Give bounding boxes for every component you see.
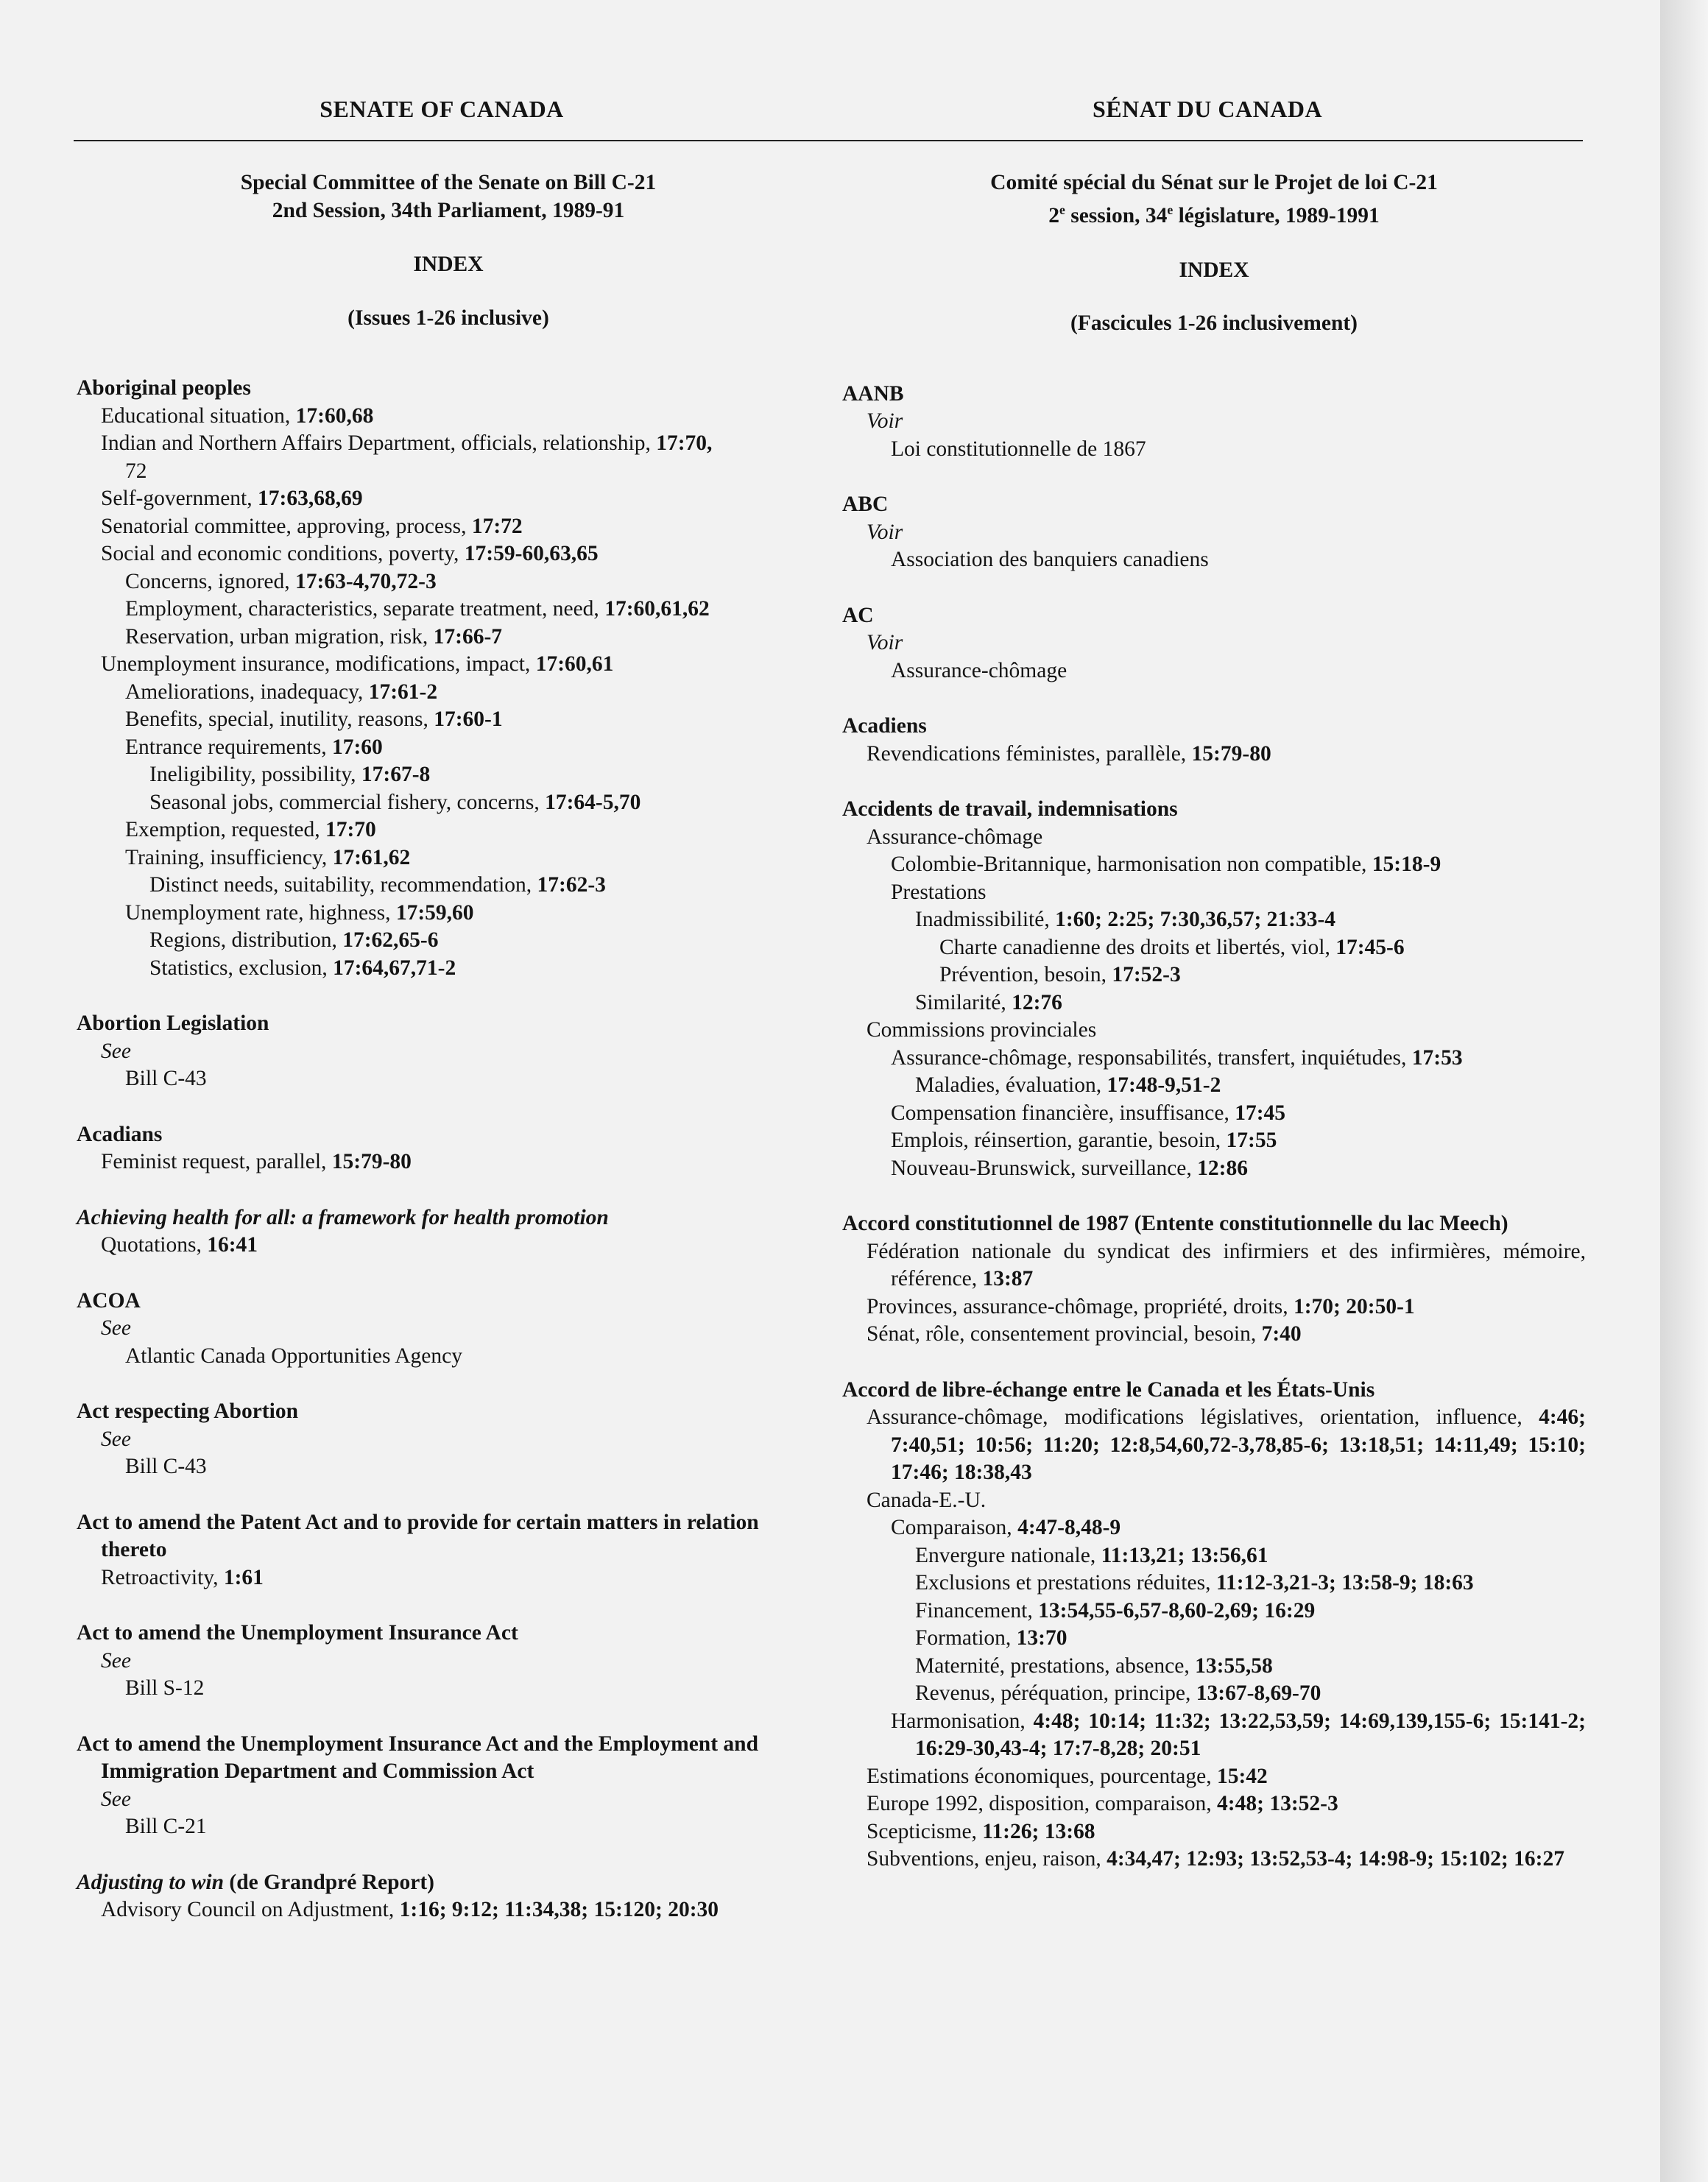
subentry [867, 1790, 1586, 1818]
subentry [867, 1763, 1586, 1791]
subentry [915, 1680, 1586, 1708]
subentry-text: Training, insufficiency, [125, 845, 333, 869]
subentry [101, 651, 820, 679]
subentry [867, 1404, 1586, 1487]
page-reference: 15:79-80 [1191, 741, 1271, 766]
title-line-1-fr: Comité spécial du Sénat sur le Projet de loi C-21 [990, 171, 1438, 194]
see-target: Bill C-43 [125, 1067, 207, 1090]
index-entry [842, 602, 1586, 685]
entry-heading [77, 1509, 820, 1564]
committee-title-fr [842, 169, 1586, 230]
see-reference: See [101, 1648, 131, 1673]
subentry-text: Quotations, [101, 1233, 208, 1257]
subentry-text: Revenus, péréquation, principe, [915, 1681, 1196, 1706]
page-reference: 11:12-3,21-3; 13:58-9; 18:63 [1215, 1571, 1474, 1595]
entry-heading [77, 1731, 820, 1786]
page-reference: 17:61,62 [332, 845, 411, 869]
page-reference: 4:47-8,48-9 [1017, 1516, 1121, 1540]
page-reference: 15:42 [1216, 1764, 1268, 1788]
subentry [867, 824, 1586, 852]
entry-heading [842, 491, 1586, 519]
subentry-text: Envergure nationale, [915, 1543, 1101, 1567]
subentry [915, 989, 1586, 1017]
subentry-text: Harmonisation, [891, 1709, 1034, 1733]
see-reference: See [101, 1787, 131, 1811]
see-reference: Voir [867, 631, 903, 655]
page-reference: 17:64,67,71-2 [333, 956, 456, 980]
entry-heading [842, 1210, 1586, 1238]
subentry-text: Unemployment insurance, modifications, impact, [101, 652, 536, 676]
index-entry [77, 375, 820, 982]
entry-heading-text: ABC [842, 492, 889, 517]
subentry-text: Concerns, ignored, [125, 569, 296, 593]
see-reference: Voir [867, 520, 903, 544]
english-column [77, 169, 820, 1952]
page-reference: 17:60,61 [535, 652, 614, 676]
subentry [939, 961, 1586, 989]
entry-heading [77, 1288, 820, 1316]
entry-heading-text: Act respecting Abortion [77, 1399, 298, 1423]
entry-heading-text: Accidents de travail, indemnisations [842, 797, 1178, 822]
index-entry [77, 1620, 820, 1703]
subentry-text: Assurance-chômage [867, 825, 1043, 849]
page-reference: 17:60-1 [434, 707, 503, 731]
index-entry [77, 1509, 820, 1592]
index-entry [842, 1210, 1586, 1349]
page-reference: 1:16; 9:12; 11:34,38; 15:120; 20:30 [399, 1898, 719, 1921]
entry-heading-text: AC [842, 603, 874, 627]
entry-heading [842, 796, 1586, 824]
subentry [939, 934, 1586, 962]
page-reference: 17:67-8 [361, 763, 431, 786]
subentry [867, 1238, 1586, 1293]
entry-heading [842, 713, 1586, 741]
entry-heading-text: Accord de libre-échange entre le Canada et les États-Unis [842, 1377, 1375, 1402]
index-entry [842, 713, 1586, 768]
page-reference: 16:41 [207, 1233, 258, 1257]
entry-heading-text: Abortion Legislation [77, 1011, 269, 1035]
subentry [125, 734, 820, 762]
french-column [842, 169, 1586, 1902]
subentry [867, 1321, 1586, 1349]
entry-heading-suffix: (de Grandpré Report) [224, 1870, 434, 1894]
page-reference: 4:34,47; 12:93; 13:52,53-4; 14:98-9; 15:102; 16:27 [1107, 1847, 1564, 1871]
subentry-text: Prestations [891, 880, 987, 904]
subentry-text: Assurance-chômage, responsabilités, transfert, inquiétudes, [891, 1045, 1412, 1070]
subentry-text: Self-government, [101, 487, 258, 510]
issues-range-fr: (Fascicules 1-26 inclusivement) [1070, 311, 1358, 336]
header-right: SÉNAT DU CANADA [1092, 96, 1323, 122]
entry-heading [842, 602, 1586, 630]
subentry-text: Prévention, besoin, [939, 963, 1112, 987]
page-reference: 17:63,68,69 [258, 487, 363, 510]
page-edge [1660, 0, 1708, 2182]
entry-heading-text: Act to amend the Patent Act and to provide for certain matters in relation thereto [77, 1510, 759, 1561]
page-reference: 17:72 [471, 514, 523, 538]
page-reference: 4:48; 10:14; 11:32; 13:22,53,59; 14:69,139,155-6; 15:141-2; 16:29-30,43-4; 17:7-8,28; 20:51 [915, 1709, 1586, 1761]
entry-heading [77, 1398, 820, 1426]
subentry-text: Educational situation, [101, 403, 296, 428]
subentry [867, 1293, 1586, 1321]
subentry [101, 1564, 820, 1592]
page-reference: 4:48; 13:52-3 [1217, 1792, 1338, 1816]
subentry-text: Compensation financière, insuffisance, [891, 1101, 1235, 1125]
subentry-text: Exemption, requested, [125, 818, 325, 841]
see-reference: See [101, 1427, 131, 1451]
subentry-text: Reservation, urban migration, risk, [125, 624, 434, 649]
entry-heading [842, 1377, 1586, 1405]
page-reference: 17:45 [1235, 1101, 1286, 1125]
index-entry [77, 1731, 820, 1841]
subentry-text: Maternité, prestations, absence, [915, 1653, 1196, 1678]
subentry-text: Comparaison, [891, 1516, 1018, 1540]
page-reference: 17:60,68 [295, 403, 374, 428]
index-entries-fr [842, 381, 1586, 1874]
subentry [867, 1846, 1586, 1874]
page-reference: 17:59-60,63,65 [464, 542, 599, 565]
subentry [125, 596, 820, 624]
entry-heading-text: Acadians [77, 1122, 163, 1146]
page-reference: 17:52-3 [1112, 963, 1181, 987]
page-reference: 1:70; 20:50-1 [1293, 1294, 1415, 1318]
subentry [867, 1017, 1586, 1045]
subentry [915, 1542, 1586, 1570]
subentry-text: Maladies, évaluation, [915, 1073, 1107, 1098]
entry-heading [77, 375, 820, 403]
see-target: Bill S-12 [125, 1676, 205, 1700]
subentry-text: Statistics, exclusion, [149, 956, 334, 980]
subentry-text: Feminist request, parallel, [101, 1150, 332, 1173]
subentry [149, 927, 820, 955]
subentry [125, 844, 820, 872]
entry-heading-text: ACOA [77, 1288, 141, 1313]
see-target: Association des banquiers canadiens [891, 548, 1209, 572]
subentry-text: Emplois, réinsertion, garantie, besoin, [891, 1129, 1227, 1153]
page-reference: 17:60,61,62 [604, 597, 710, 621]
subentry-text: Canada-E.-U. [867, 1488, 987, 1512]
subentry-text: Colombie-Britannique, harmonisation non compatible, [891, 852, 1372, 877]
subentry [125, 679, 820, 707]
see-target: Loi constitutionnelle de 1867 [891, 437, 1146, 461]
page-reference: 17:45-6 [1335, 935, 1405, 959]
subentry-text: Assurance-chômage, modifications législatives, orientation, influence, [867, 1405, 1539, 1430]
title-line-2-fr [842, 197, 1586, 230]
page-reference: 1:60; 2:25; 7:30,36,57; 21:33-4 [1055, 908, 1336, 932]
see-target: Bill C-21 [125, 1815, 207, 1838]
subentry [867, 741, 1586, 769]
index-entry [77, 1398, 820, 1481]
subentry [915, 1653, 1586, 1681]
entry-heading-text: Adjusting to win [77, 1870, 225, 1894]
subentry [891, 879, 1586, 907]
subentry-text: Retroactivity, [101, 1565, 224, 1589]
page-reference: 17:70 [325, 818, 376, 841]
index-heading-fr: INDEX [1179, 258, 1249, 282]
subentry-text: Fédération nationale du syndicat des infirmiers et des infirmières, mémoire, référence, [867, 1239, 1586, 1291]
page-reference: 7:40 [1261, 1322, 1302, 1346]
entry-heading [77, 1010, 820, 1038]
subentry [125, 816, 820, 844]
index-entry [842, 381, 1586, 464]
entry-heading-text: Acadiens [842, 714, 927, 738]
page-reference: 17:62,65-6 [342, 928, 439, 952]
subentry [101, 403, 820, 431]
index-entry [77, 1869, 820, 1924]
subentry-text: Inadmissibilité, [915, 908, 1056, 932]
see-reference: See [101, 1316, 131, 1340]
subentry [915, 1072, 1586, 1100]
page-reference: 4:46; 7:40,51; 10:56; 11:20; 12:8,54,60,72-3,78,85-6; 13:18,51; 14:11,49; 15:10; 17:46; 18:38,43 [891, 1405, 1586, 1485]
page-reference: 13:67-8,69-70 [1196, 1681, 1321, 1706]
entry-heading-text: Act to amend the Unemployment Insurance Act [77, 1621, 518, 1645]
see-target: Bill C-43 [125, 1455, 207, 1478]
page-reference: 17:63-4,70,72-3 [295, 569, 437, 593]
subentry [101, 1896, 820, 1924]
header-rule [74, 140, 1583, 141]
subentry [101, 1232, 820, 1260]
subentry-text: Estimations économiques, pourcentage, [867, 1764, 1217, 1788]
subentry-text: Social and economic conditions, poverty, [101, 542, 465, 565]
subentry-text: Formation, [915, 1626, 1017, 1650]
subentry-text: Sénat, rôle, consentement provincial, besoin, [867, 1322, 1262, 1346]
subentry-text: Scepticisme, [867, 1819, 983, 1843]
subentry [891, 1708, 1586, 1763]
page-reference: 12:76 [1012, 990, 1062, 1014]
subentry [915, 1625, 1586, 1653]
session-text: 2e session, 34e législature, 1989-1991 [1048, 202, 1380, 228]
subentry [915, 906, 1586, 934]
subentry-text: Nouveau-Brunswick, surveillance, [891, 1156, 1198, 1180]
page-reference: 15:79-80 [331, 1150, 412, 1173]
subentry-text: Regions, distribution, [149, 928, 343, 952]
entry-heading-text: Aboriginal peoples [77, 376, 251, 400]
subentry [867, 1818, 1586, 1846]
entry-heading [77, 1204, 820, 1232]
page-reference: 13:54,55-6,57-8,60-2,69; 16:29 [1038, 1598, 1316, 1623]
subentry-text: Senatorial committee, approving, process, [101, 514, 472, 538]
page-reference: 13:55,58 [1195, 1653, 1273, 1678]
subentry [891, 1045, 1586, 1073]
page-reference: 17:66-7 [433, 624, 503, 649]
subentry [891, 1514, 1586, 1542]
subentry [891, 1100, 1586, 1128]
subentry-text: Benefits, special, inutility, reasons, [125, 707, 434, 731]
index-entry [77, 1288, 820, 1371]
page-reference: 17:60 [331, 735, 383, 759]
subentry-text: Unemployment rate, highness, [125, 900, 396, 925]
title-line-2: 2nd Session, 34th Parliament, 1989-91 [272, 198, 625, 222]
page-reference: 17:64-5,70 [545, 790, 641, 814]
subentry-text: Charte canadienne des droits et libertés, viol, [939, 935, 1336, 959]
see-reference: See [101, 1039, 131, 1063]
index-entry [77, 1121, 820, 1176]
entry-heading-text: AANB [842, 381, 904, 406]
page-reference: 1:61 [223, 1565, 264, 1589]
header-left: SENATE OF CANADA [320, 96, 564, 122]
entry-heading-text: Accord constitutionnel de 1987 (Entente constitutionnelle du lac Meech) [842, 1212, 1508, 1236]
subentry [125, 900, 820, 928]
page-reference: 17:55 [1226, 1129, 1277, 1153]
page-reference: 11:13,21; 13:56,61 [1101, 1543, 1268, 1567]
index-entry [77, 1204, 820, 1260]
index-entry [842, 491, 1586, 574]
subentry-text: Exclusions et prestations réduites, [915, 1571, 1216, 1595]
subentry-text: Provinces, assurance-chômage, propriété, droits, [867, 1294, 1294, 1318]
subentry [149, 789, 820, 817]
subentry [101, 430, 820, 458]
subentry [125, 706, 820, 734]
entry-heading [842, 381, 1586, 409]
subentry [101, 485, 820, 513]
page-reference: 13:70 [1016, 1626, 1068, 1650]
see-reference: Voir [867, 409, 903, 434]
subentry [891, 1127, 1586, 1155]
entry-heading-text: Achieving health for all: a framework for health promotion [77, 1205, 609, 1229]
subentry [915, 1597, 1586, 1625]
subentry-text: Subventions, enjeu, raison, [867, 1847, 1107, 1871]
committee-title [77, 169, 820, 225]
index-entry [842, 796, 1586, 1182]
page-reference: 17:62-3 [537, 873, 606, 897]
index-entries [77, 375, 820, 1924]
subentry-text: Similarité, [915, 990, 1012, 1014]
entry-heading [77, 1869, 820, 1897]
subentry-text: Ameliorations, inadequacy, [125, 679, 369, 704]
page-reference: 17:70, [656, 431, 713, 455]
subentry-text: Indian and Northern Affairs Department, officials, relationship, [101, 431, 657, 455]
subentry-text: Advisory Council on Adjustment, [101, 1898, 400, 1921]
subentry [101, 1148, 820, 1176]
subentry [149, 761, 820, 789]
page-reference: 12:86 [1197, 1156, 1248, 1180]
page-reference: 11:26; 13:68 [982, 1819, 1095, 1843]
issues-range: (Issues 1-26 inclusive) [347, 306, 549, 330]
page-reference: 17:48-9,51-2 [1107, 1073, 1221, 1098]
subentry [101, 513, 820, 541]
page-reference: 17:59,60 [395, 900, 474, 925]
subentry-text: Distinct needs, suitability, recommendation, [149, 873, 537, 897]
see-target: Assurance-chômage [891, 658, 1068, 682]
subentry [101, 540, 820, 568]
index-heading: INDEX [413, 253, 484, 276]
entry-heading [77, 1620, 820, 1648]
subentry-text: Financement, [915, 1598, 1039, 1623]
page-reference: 15:18-9 [1372, 852, 1441, 877]
subentry-text: Ineligibility, possibility, [149, 763, 361, 786]
entry-heading [77, 1121, 820, 1149]
subentry-text: Seasonal jobs, commercial fishery, concerns, [149, 790, 546, 814]
subentry [891, 1155, 1586, 1183]
subentry [149, 872, 820, 900]
subentry [915, 1570, 1586, 1597]
subentry-text: Revendications féministes, parallèle, [867, 741, 1192, 766]
subentry [125, 624, 820, 652]
page-reference: 17:53 [1411, 1045, 1463, 1070]
page-reference: 17:61-2 [368, 679, 438, 704]
subentry-continuation: 72 [125, 459, 147, 483]
subentry [891, 851, 1586, 879]
index-entry [842, 1377, 1586, 1874]
entry-heading-text: Act to amend the Unemployment Insurance Act and the Employment and Immigration Department and Commission Act [77, 1731, 758, 1783]
subentry-text: Entrance requirements, [125, 735, 332, 759]
title-line-1: Special Committee of the Senate on Bill C-21 [240, 171, 657, 194]
subentry-text: Commissions provinciales [867, 1018, 1097, 1042]
subentry [149, 955, 820, 983]
subentry [125, 568, 820, 596]
subentry-text: Europe 1992, disposition, comparaison, [867, 1792, 1218, 1816]
see-target: Atlantic Canada Opportunities Agency [125, 1344, 462, 1368]
subentry [867, 1487, 1586, 1515]
page-reference: 13:87 [982, 1267, 1034, 1291]
subentry-text: Employment, characteristics, separate treatment, need, [125, 597, 605, 621]
index-entry [77, 1010, 820, 1093]
